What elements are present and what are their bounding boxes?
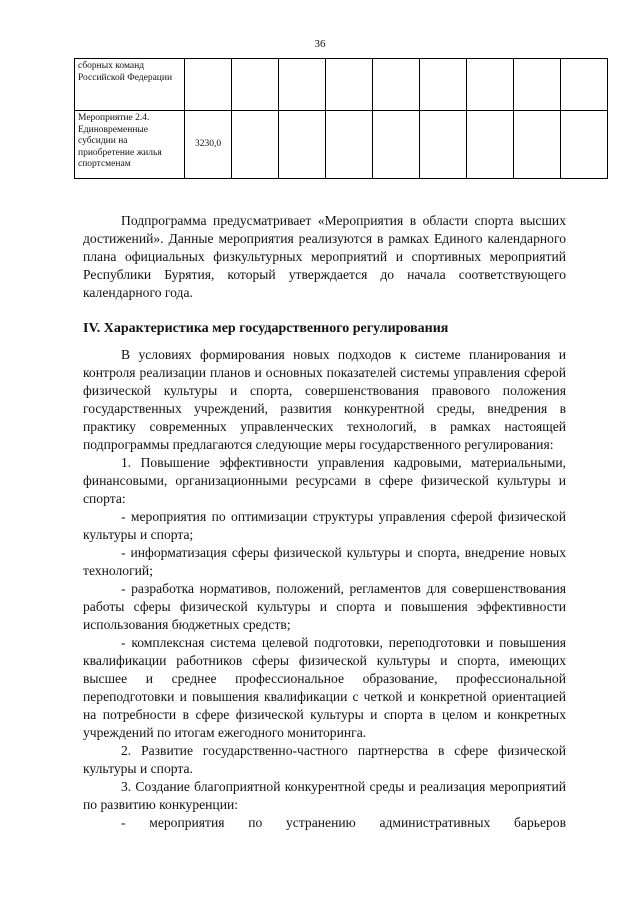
table-cell (232, 59, 279, 111)
paragraph: В условиях формирования новых подходов к системе планирования и контроля реализации планов и основных показателей системы управления сферой физической культуры и спорта, совершенствования правового положения государственных учреждений, развития конкурентной среды, внедрения в практику современных управленческих технологий, в рамках настоящей подпрограммы предлагаются следующие меры государственного регулирования: (83, 347, 566, 452)
table-cell (467, 59, 514, 111)
table-cell (420, 59, 467, 111)
intro-paragraph: Подпрограмма предусматривает «Мероприятия в области спорта высших достижений». Данные мероприятия реализуются в рамках Единого календарного плана официальных физкультурных мероприятий и спортивных мероприятий Республики Бурятия, который утверждается до начала соответствующего календарного года. (83, 213, 566, 300)
table-cell-activity: сборных команд Российской Федерации (75, 59, 185, 111)
paragraph: - информатизация сферы физической культуры и спорта, внедрение новых технологий; (83, 545, 566, 578)
table-cell (373, 59, 420, 111)
table-cell-amount: 3230,0 (185, 111, 232, 179)
section-title: IV. Характеристика мер государственного регулирования (83, 321, 449, 336)
document-body (83, 212, 566, 832)
paragraph: 1. Повышение эффективности управления кадровыми, материальными, финансовыми, организационными ресурсами в сфере физической культуры и спорта: (83, 455, 566, 506)
table-cell (467, 111, 514, 179)
paragraph: - мероприятия по устранению административных барьеров (121, 815, 566, 830)
page-number: 36 (314, 38, 326, 50)
table-cell (326, 111, 373, 179)
paragraph: 3. Создание благоприятной конкурентной среды и реализация мероприятий по развитию конкуренции: (83, 779, 566, 812)
paragraph: 2. Развитие государственно-частного партнерства в сфере физической культуры и спорта. (83, 743, 566, 776)
table-cell (514, 59, 561, 111)
paragraph: - мероприятия по оптимизации структуры управления сферой физической культуры и спорта; (83, 509, 566, 542)
table-cell (326, 59, 373, 111)
table-cell (279, 59, 326, 111)
funding-table (74, 58, 608, 179)
paragraph: - комплексная система целевой подготовки, переподготовки и повышения квалификации работников сферы физической культуры и спорта, имеющих высшее и среднее профессиональное образование, профессиональной переподготовки и повышения квалификации с четкой и конкретной ориентацией на потребности в сфере физической культуры и спорта в целом и конкретных учреждений по итогам ежегодного мониторинга. (83, 635, 566, 740)
table-cell (279, 111, 326, 179)
table-cell (561, 59, 608, 111)
table-cell (232, 111, 279, 179)
table-cell (514, 111, 561, 179)
table-row (75, 59, 608, 111)
table-cell-activity: Мероприятие 2.4. Единовременные субсидии на приобретение жилья спортсменам (75, 111, 185, 179)
table-cell (373, 111, 420, 179)
table-cell (561, 111, 608, 179)
table-cell (420, 111, 467, 179)
table-row (75, 111, 608, 179)
paragraph: - разработка нормативов, положений, регламентов для совершенствования работы сферы физической культуры и спорта и повышения эффективности использования бюджетных средств; (83, 581, 566, 632)
table-cell (185, 59, 232, 111)
